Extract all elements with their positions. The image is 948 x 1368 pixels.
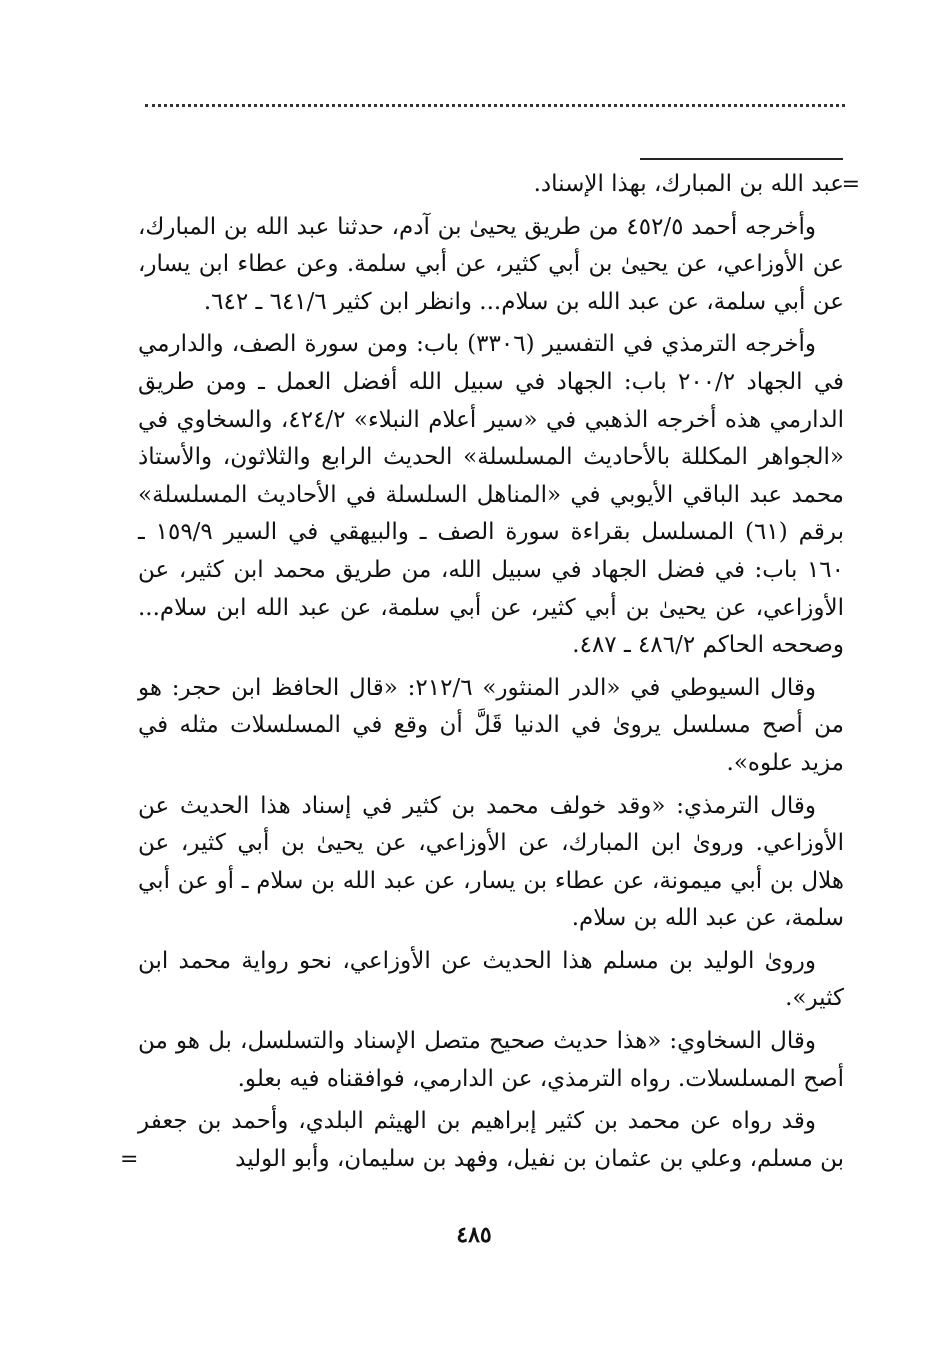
footnote-paragraph-1: [138, 166, 860, 204]
paragraph-text: وأخرجه الترمذي في التفسير (٣٣٠٦) باب: ومن سورة الصف، والدارمي في الجهاد ٢٠٠/٢ باب: الجهاد في سبيل الله أفضل العمل ـ ومن طريق الدارمي هذه أخرجه الذهبي في «سير أعلام النبلاء» ٤٢٤/٢، والسخاوي في «الجواهر المكللة بالأحاديث المسلسلة» الحديث الرابع والثلاثون، والأستاذ محمد عبد الباقي الأيوبي في «المناهل السلسلة في الأحاديث المسلسلة» برقم (٦١) المسلسل بقراءة سورة الصف ـ والبيهقي في السير ١٥٩/٩ ـ ١٦٠ باب: في فضل الجهاد في سبيل الله، من طريق محمد ابن كثير، عن الأوزاعي، عن يحيىٰ بن أبي كثير، عن أبي سلمة، عن عبد الله ابن سلام... وصححه الحاكم ٤٨٦/٢ ـ ٤٨٧.: [138, 331, 844, 659]
paragraph-text: وقد رواه عن محمد بن كثير إبراهيم بن الهيثم البلدي، وأحمد بن جعفر بن مسلم، وعلي بن عثمان بن نفيل، وفهد بن سليمان، وأبو الوليد: [138, 1108, 844, 1172]
footnote-rule: [640, 158, 843, 160]
footnote-paragraph-5: [138, 788, 844, 938]
footnote-paragraph-4: [138, 670, 844, 783]
continuation-mark-end: =: [120, 1146, 139, 1172]
footnote-paragraph-8: [120, 1103, 844, 1178]
paragraph-text: وأخرجه أحمد ٤٥٢/٥ من طريق يحيىٰ بن آدم، حدثنا عبد الله بن المبارك، عن الأوزاعي، عن يحيىٰ بن أبي كثير، عن أبي سلمة. وعن عطاء ابن يسار، عن أبي سلمة، عن عبد الله بن سلام... وانظر ابن كثير ٦٤١/٦ ـ ٦٤٢.: [138, 213, 844, 315]
paragraph-text: وقال السخاوي: «هذا حديث صحيح متصل الإسناد والتسلسل، بل هو من أصح المسلسلات. رواه الترمذي، عن الدارمي، فوافقناه فيه بعلو.: [138, 1028, 844, 1092]
paragraph-text: وقال السيوطي في «الدر المنثور» ٢١٢/٦: «قال الحافظ ابن حجر: هو من أصح مسلسل يروىٰ في الدنيا قَلَّ أن وقع في المسلسلات مثله في مزيد علوه».: [138, 674, 844, 776]
dotted-separator: [145, 104, 845, 107]
footnote-paragraph-7: [138, 1023, 844, 1098]
paragraph-text: عبد الله بن المبارك، بهذا الإسناد.: [533, 171, 844, 197]
page-number: ٤٨٥: [456, 1222, 492, 1248]
paragraph-text: وروىٰ الوليد بن مسلم هذا الحديث عن الأوزاعي، نحو رواية محمد ابن كثير».: [138, 947, 844, 1012]
footnote-paragraph-6: [138, 943, 844, 1018]
continuation-mark-start: =: [841, 172, 860, 197]
footnote-body: [120, 166, 860, 1183]
paragraph-text: وقال الترمذي: «وقد خولف محمد بن كثير في إسناد هذا الحديث عن الأوزاعي. وروىٰ ابن المبارك، عن الأوزاعي، عن يحيىٰ بن أبي كثير، عن هلال بن أبي ميمونة، عن عطاء بن يسار، عن عبد الله بن سلام ـ أو عن أبي سلمة، عن عبد الله بن سلام.: [138, 792, 844, 932]
footnote-paragraph-3: [138, 326, 844, 664]
footnote-paragraph-2: [138, 209, 844, 322]
